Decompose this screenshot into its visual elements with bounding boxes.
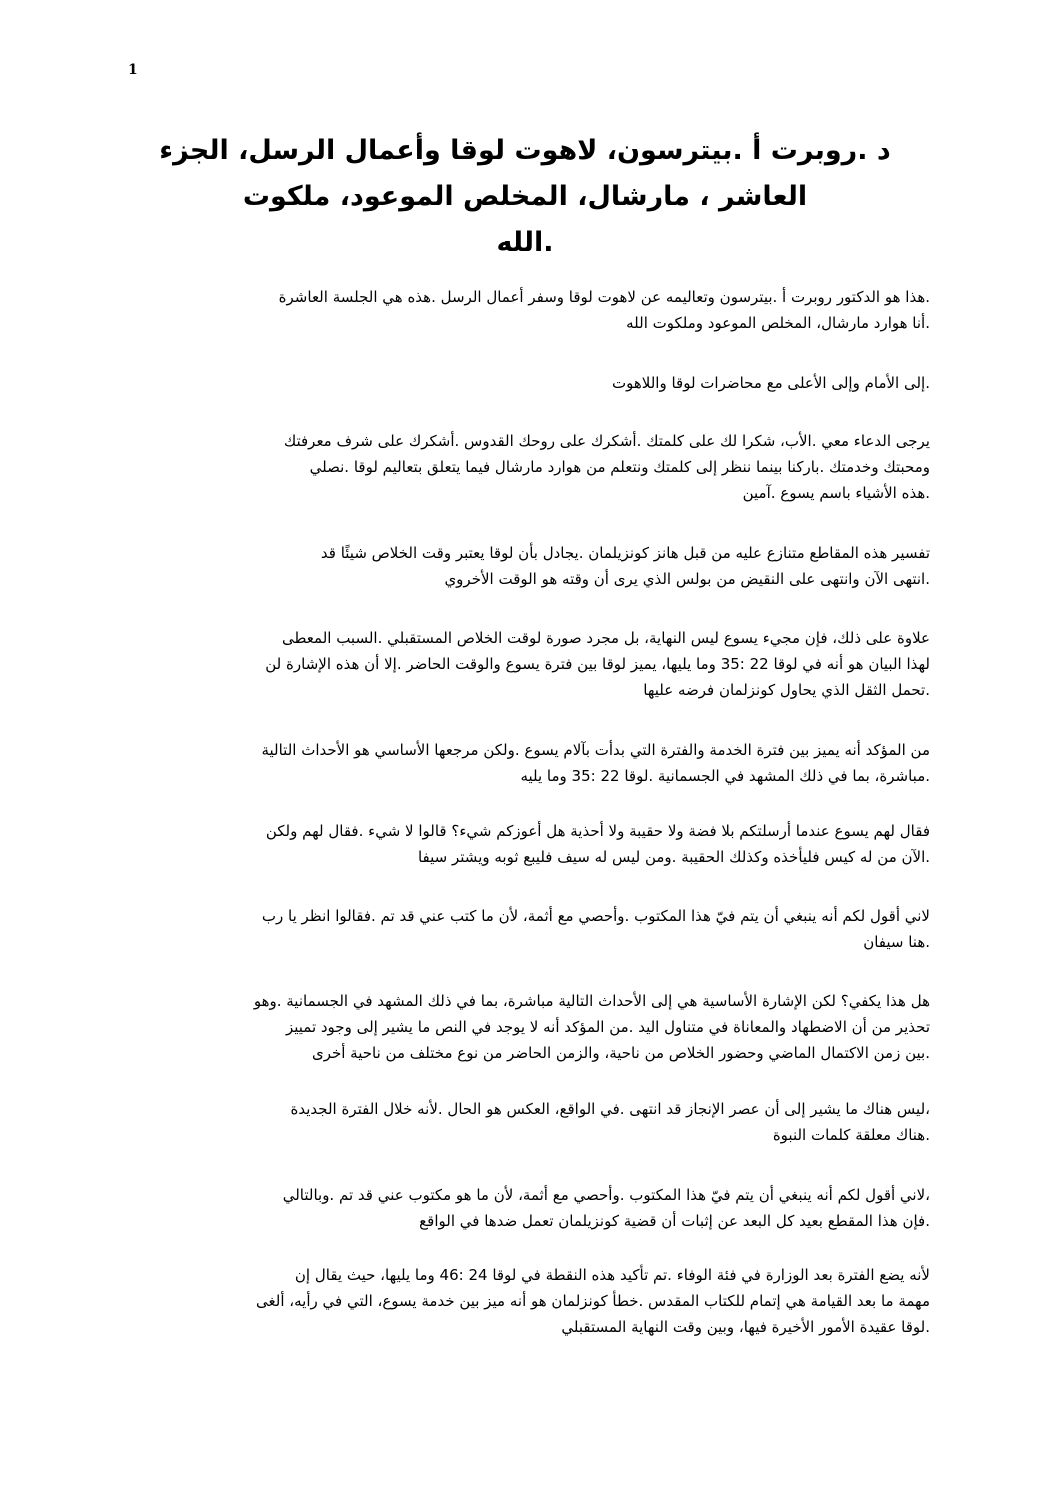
document-title (150, 128, 900, 266)
paragraph-intro (185, 284, 930, 336)
paragraph-line: تحذير من أن الاضطهاد والمعاناة في متناول اليد .من المؤكد أنه لا يوجد في النص ما يشير إلى وجود تمييز (285, 1018, 930, 1036)
paragraph-fulfillment (185, 1096, 930, 1148)
title-line: د .روبرت أ .بيترسون، لاهوت لوقا وأعمال الرسل، الجزء (159, 135, 891, 166)
paragraph-line: .إلى الأمام وإلى الأعلى مع محاضرات لوقا واللاهوت (611, 374, 930, 392)
paragraph-line: ،لاني أقول لكم أنه ينبغي أن يتم فيّ هذا المكتوب .وأحصي مع أثمة، لأن ما هو مكتوب عني قد تم .وبالتالي (282, 1186, 930, 1204)
paragraph-line: فقال لهم يسوع عندما أرسلتكم بلا فضة ولا حقيبة ولا أحذية هل أعوزكم شيء؟ قالوا لا شيء .فقال لهم ولكن (265, 822, 930, 840)
paragraph-line: .هناك معلقة كلمات النبوة (772, 1126, 930, 1144)
paragraph-line: .هذا هو الدكتور روبرت أ .بيترسون وتعاليمه عن لاهوت لوقا وسفر أعمال الرسل .هذه هي الجلسة العاشرة (278, 288, 930, 306)
paragraph-line: .الآن من له كيس فليأخذه وكذلك الحقيبة .ومن ليس له سيف فليبع ثوبه ويشتر سيفا (417, 848, 930, 866)
paragraph-scripture-quote (185, 818, 930, 870)
paragraph-line: .هذه الأشياء باسم يسوع .آمين (742, 484, 930, 502)
paragraph-final (185, 1262, 930, 1340)
paragraph-conclusion (185, 1182, 930, 1234)
paragraph-interpretation (185, 540, 930, 592)
paragraph-moreover (185, 625, 930, 703)
paragraph-line: لأنه يضع الفترة بعد الوزارة في فئة الوفاء .تم تأكيد هذه النقطة في لوقا 24 :46 وما يليها، حيث يقال إن (294, 1266, 930, 1284)
paragraph-line: لهذا البيان هو أنه في لوقا 22 :35 وما يليها، يميز لوقا بين فترة يسوع والوقت الحاضر .إلا أن هذه الإشارة لن (265, 655, 930, 673)
title-line: .الله (496, 227, 554, 258)
paragraph-line: ومحبتك وخدمتك .باركنا بينما ننظر إلى كلمتك ونتعلم من هوارد مارشال فيما يتعلق بتعاليم لوقا .نصلي (309, 458, 930, 476)
paragraph-line: .هنا سيفان (863, 933, 930, 951)
paragraph-line: ،ليس هناك ما يشير إلى أن عصر الإنجاز قد انتهى .في الواقع، العكس هو الحال .لأنه خلال الفترة الجديدة (290, 1100, 930, 1118)
paragraph-line: هل هذا يكفي؟ لكن الإشارة الأساسية هي إلى الأحداث التالية مباشرة، بما في ذلك المشهد في الجسمانية .وهو (253, 992, 930, 1010)
paragraph-line: مهمة ما بعد القيامة هي إتمام للكتاب المقدس .خطأ كونزلمان هو أنه ميز بين خدمة يسوع، التي في رأيه، ألغى (256, 1292, 930, 1310)
paragraph-line: .تحمل الثقل الذي يحاول كونزلمان فرضه عليها (643, 681, 930, 699)
page-number: 1 (128, 62, 138, 78)
paragraph-line: .مباشرة، بما في ذلك المشهد في الجسمانية .لوقا 22 :35 وما يليه (520, 767, 930, 785)
paragraph-onward (185, 370, 930, 396)
paragraph-prayer (185, 428, 930, 506)
paragraph-line: لاني أقول لكم أنه ينبغي أن يتم فيّ هذا المكتوب .وأحصي مع أثمة، لأن ما كتب عني قد تم .فقالوا انظر يا رب (261, 907, 930, 925)
paragraph-line: من المؤكد أنه يميز بين فترة الخدمة والفترة التي بدأت بآلام يسوع .ولكن مرجعها الأساسي هو الأحداث التالية (261, 741, 930, 759)
paragraph-line: يرجى الدعاء معي .الأب، شكرا لك على كلمتك .أشكرك على روحك القدوس .أشكرك على شرف معرفتك (283, 432, 930, 450)
paragraph-line: تفسير هذه المقاطع متنازع عليه من قبل هانز كونزيلمان .يجادل بأن لوقا يعتبر وقت الخلاص شيئًا قد (320, 544, 930, 562)
paragraph-two-swords (185, 903, 930, 955)
paragraph-line: .فإن هذا المقطع بعيد كل البعد عن إثبات أن قضية كونزيلمان تعمل ضدها في الواقع (419, 1212, 930, 1230)
paragraph-line: .لوقا عقيدة الأمور الأخيرة فيها، وبين وقت النهاية المستقبلي (561, 1318, 930, 1336)
paragraph-line: .بين زمن الاكتمال الماضي وحضور الخلاص من ناحية، والزمن الحاضر من نوع مختلف من ناحية أخرى (311, 1044, 930, 1062)
title-line: العاشر ، مارشال، المخلص الموعود، ملكوت (242, 181, 808, 212)
paragraph-line: .انتهى الآن وانتهى على النقيض من بولس الذي يرى أن وقته هو الوقت الأخروي (444, 570, 930, 588)
paragraph-is-it-enough (185, 988, 930, 1066)
paragraph-distinction (185, 737, 930, 789)
paragraph-line: .أنا هوارد مارشال، المخلص الموعود وملكوت الله (626, 314, 930, 332)
paragraph-line: علاوة على ذلك، فإن مجيء يسوع ليس النهاية، بل مجرد صورة لوقت الخلاص المستقبلي .السبب المعطى (281, 629, 930, 647)
